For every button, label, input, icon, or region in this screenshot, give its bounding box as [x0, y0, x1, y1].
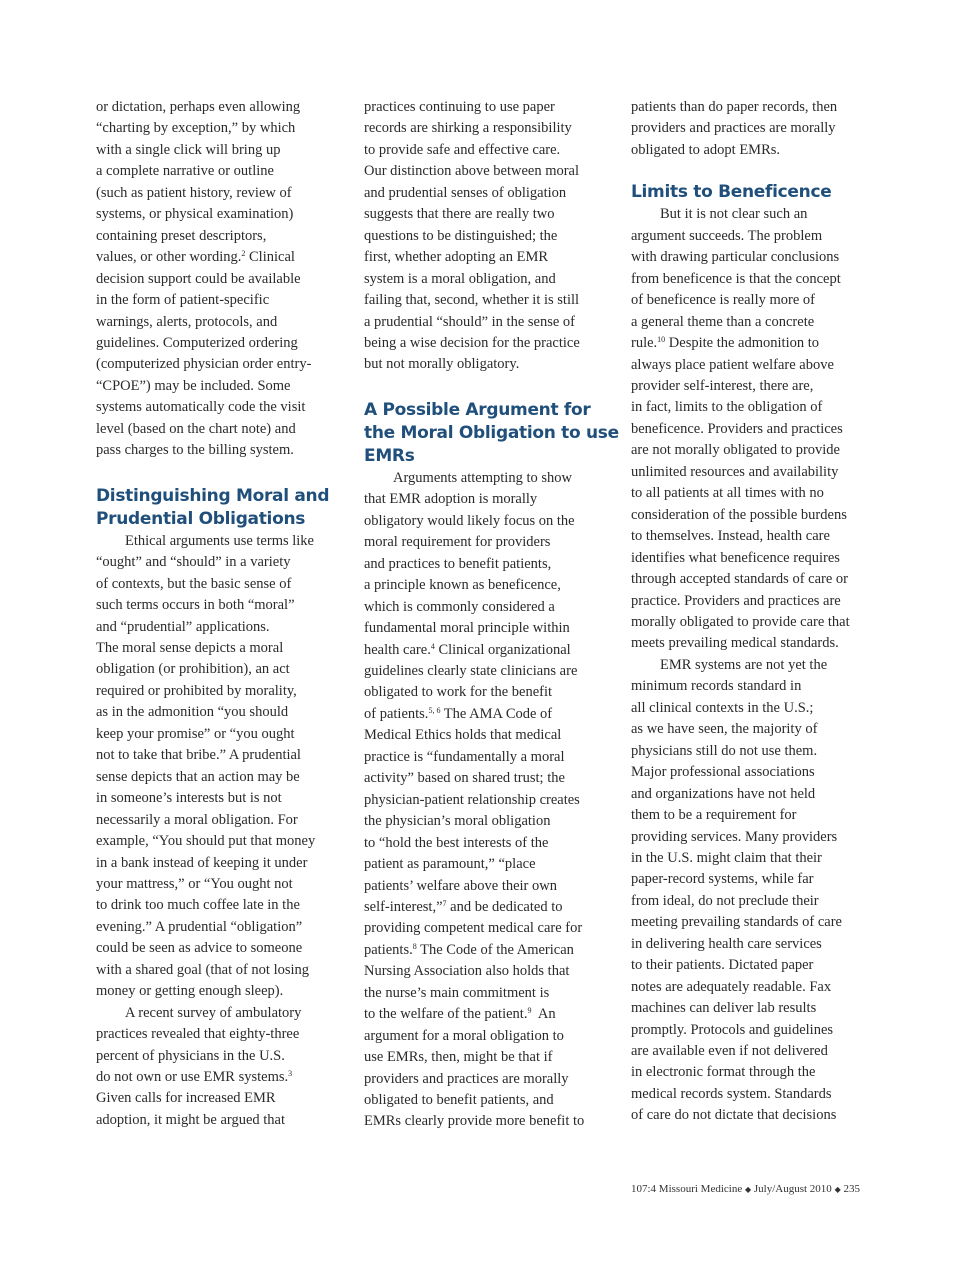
article-column-3	[631, 97, 883, 1127]
section-heading: Distinguishing Moral and	[96, 485, 330, 506]
text-line: systems, or physical examination)	[96, 206, 294, 223]
text-fragment: Clinical organizational	[434, 641, 571, 658]
text-line: argument for a moral obligation to	[364, 1027, 564, 1044]
text-line: (computerized physician order entry-	[96, 356, 312, 373]
text-line	[364, 640, 616, 661]
text-line: notes are adequately readable. Fax	[631, 978, 832, 995]
text-line: The moral sense depicts a moral	[96, 639, 284, 656]
text-line: are not morally obligated to provide	[631, 442, 840, 459]
text-fragment: do not own or use EMR systems.	[96, 1069, 289, 1086]
text-line: of contexts, but the basic sense of	[96, 575, 292, 592]
reference-superscript: 8	[412, 941, 417, 951]
section-heading: A Possible Argument for	[364, 399, 591, 420]
text-line: in someone’s interests but is not	[96, 790, 282, 807]
text-fragment: and be dedicated to	[446, 898, 563, 915]
issue-date: July/August 2010	[753, 1183, 832, 1195]
text-line: consideration of the possible burdens	[631, 506, 847, 523]
text-line: always place patient welfare above	[631, 356, 834, 373]
text-line: as we have seen, the majority of	[631, 721, 818, 738]
text-line: “charting by exception,” by which	[96, 120, 296, 137]
text-line: physician-patient relationship creates	[364, 791, 580, 808]
section-heading: the Moral Obligation to use	[364, 422, 619, 443]
text-line: all clinical contexts in the U.S.;	[631, 699, 814, 716]
text-line: suggests that there are really two	[364, 206, 555, 223]
text-line: necessarily a moral obligation. For	[96, 811, 298, 828]
text-line: as in the admonition “you should	[96, 704, 289, 721]
text-fragment: rule.	[631, 335, 658, 352]
text-line: a prudential “should” in the sense of	[364, 313, 575, 330]
text-fragment: The AMA Code of	[440, 705, 553, 722]
text-line: the nurse’s main commitment is	[364, 984, 550, 1001]
text-line: machines can deliver lab results	[631, 1000, 817, 1017]
text-line: meets prevailing medical standards.	[631, 635, 839, 652]
text-line: but not morally obligatory.	[364, 356, 520, 373]
text-line: keep your promise” or “you ought	[96, 725, 295, 742]
text-line: unlimited resources and availability	[631, 463, 839, 480]
text-line: obligated to work for the benefit	[364, 684, 553, 701]
text-line: through accepted standards of care or	[631, 571, 848, 588]
text-line: evening.” A prudential “obligation”	[96, 918, 303, 935]
text-fragment: to the welfare of the patient.	[364, 1006, 528, 1023]
text-line: questions to be distinguished; the	[364, 227, 558, 244]
text-line: money or getting enough sleep).	[96, 983, 284, 1000]
text-line: practice is “fundamentally a moral	[364, 748, 565, 765]
text-line: beneficence. Providers and practices	[631, 420, 843, 437]
text-line: practice. Providers and practices are	[631, 592, 841, 609]
text-line	[631, 333, 883, 354]
text-line: patients’ welfare above their own	[364, 877, 557, 894]
text-line: obligation (or prohibition), an act	[96, 661, 290, 678]
text-line: providing competent medical care for	[364, 920, 583, 937]
text-line: patients than do paper records, then	[631, 99, 838, 115]
text-line: and organizations have not held	[631, 785, 816, 802]
text-fragment: Clinical	[245, 249, 295, 266]
text-line: in delivering health care services	[631, 935, 822, 952]
diamond-separator-icon: ◆	[834, 1185, 841, 1194]
page-footer	[631, 1183, 871, 1195]
reference-superscript: 4	[430, 641, 435, 651]
text-line: argument succeeds. The problem	[631, 227, 823, 244]
text-line: being a wise decision for the practice	[364, 334, 580, 351]
text-line: minimum records standard in	[631, 678, 802, 695]
reference-superscript: 5, 6	[428, 705, 441, 715]
text-line: first, whether adopting an EMR	[364, 249, 549, 266]
text-line: are available even if not delivered	[631, 1043, 828, 1060]
text-line: with a shared goal (that of not losing	[96, 961, 310, 978]
text-line: promptly. Protocols and guidelines	[631, 1021, 834, 1038]
text-line	[96, 1067, 346, 1088]
text-line: practices revealed that eighty-three	[96, 1026, 300, 1043]
text-line: required or prohibited by morality,	[96, 682, 297, 699]
text-line: in the form of patient-specific	[96, 292, 270, 309]
text-fragment: of patients.	[364, 705, 429, 722]
text-fragment: patients.	[364, 941, 413, 958]
text-line: EMR systems are not yet the	[660, 656, 828, 673]
text-fragment: self-interest,”	[364, 898, 443, 915]
text-line: to “hold the best interests of the	[364, 834, 549, 851]
text-line: of beneficence is really more of	[631, 292, 815, 309]
text-line: obligated to adopt EMRs.	[631, 141, 781, 158]
text-line: adoption, it might be argued that	[96, 1111, 286, 1128]
text-line	[96, 247, 346, 268]
section-heading: Limits to Beneficence	[631, 182, 832, 203]
text-line: in fact, limits to the obligation of	[631, 399, 823, 416]
text-line: morally obligated to provide care that	[631, 613, 850, 630]
text-line: Our distinction above between moral	[364, 163, 580, 180]
text-line: A recent survey of ambulatory	[125, 1004, 302, 1021]
diamond-separator-icon: ◆	[744, 1185, 752, 1194]
text-line	[364, 897, 616, 918]
text-line: percent of physicians in the U.S.	[96, 1047, 285, 1064]
text-line: a complete narrative or outline	[96, 163, 274, 180]
journal-issue: 107:4 Missouri Medicine	[631, 1183, 743, 1195]
text-line: to themselves. Instead, health care	[631, 528, 830, 545]
text-line: practices continuing to use paper	[364, 99, 555, 115]
text-line: decision support could be available	[96, 270, 301, 287]
text-line: failing that, second, whether it is still	[364, 292, 580, 309]
text-line: medical records system. Standards	[631, 1085, 832, 1102]
text-line: to provide safe and effective care.	[364, 141, 561, 158]
text-line: guidelines clearly state clinicians are	[364, 662, 578, 679]
text-line: and practices to benefit patients,	[364, 555, 552, 572]
text-fragment: Despite the admonition to	[665, 335, 820, 352]
text-line	[364, 1004, 616, 1025]
text-line: “ought” and “should” in a variety	[96, 554, 291, 571]
text-line: obligated to benefit patients, and	[364, 1092, 554, 1109]
text-line: Given calls for increased EMR	[96, 1090, 276, 1107]
text-line: providers and practices are morally	[364, 1070, 569, 1087]
text-line: sense depicts that an action may be	[96, 768, 300, 785]
text-fragment: health care.	[364, 641, 431, 658]
text-line: EMRs clearly provide more benefit to	[364, 1113, 585, 1130]
text-line: records are shirking a responsibility	[364, 120, 572, 137]
reference-superscript: 2	[241, 249, 246, 259]
text-line: Arguments attempting to show	[393, 469, 572, 486]
text-line: your mattress,” or “You ought not	[96, 875, 293, 892]
text-line: level (based on the chart note) and	[96, 420, 296, 437]
text-line: “CPOE”) may be included. Some	[96, 377, 291, 394]
text-line: which is commonly considered a	[364, 598, 555, 615]
text-line: patient as paramount,” “place	[364, 856, 536, 873]
text-line: a general theme than a concrete	[631, 313, 815, 330]
text-line: a principle known as beneficence,	[364, 577, 561, 594]
text-line: the physician’s moral obligation	[364, 813, 551, 830]
text-fragment: An	[531, 1006, 556, 1023]
text-line: such terms occurs in both “moral”	[96, 597, 295, 614]
text-line: from ideal, do not preclude their	[631, 892, 819, 909]
text-line: with a single click will bring up	[96, 141, 281, 158]
text-line: paper-record systems, while far	[631, 871, 814, 888]
text-line: containing preset descriptors,	[96, 227, 267, 244]
text-line: example, “You should put that money	[96, 833, 316, 850]
text-line: pass charges to the billing system.	[96, 442, 294, 459]
text-line: obligatory would likely focus on the	[364, 512, 575, 529]
text-line: to their patients. Dictated paper	[631, 957, 814, 974]
text-line: physicians still do not use them.	[631, 742, 818, 759]
text-fragment: values, or other wording.	[96, 249, 242, 266]
text-fragment: The Code of the American	[416, 941, 574, 958]
reference-superscript: 10	[657, 335, 666, 345]
reference-superscript: 3	[288, 1069, 293, 1079]
text-line: Nursing Association also holds that	[364, 963, 570, 980]
text-line: with drawing particular conclusions	[631, 249, 840, 266]
text-line: use EMRs, then, might be that if	[364, 1049, 553, 1066]
text-line: in a bank instead of keeping it under	[96, 854, 308, 871]
reference-superscript: 7	[442, 898, 447, 908]
text-line: activity” based on shared trust; the	[364, 770, 565, 787]
text-line: that EMR adoption is morally	[364, 491, 538, 508]
text-line: not to take that bribe.” A prudential	[96, 747, 301, 764]
text-line: of care do not dictate that decisions	[631, 1107, 837, 1124]
text-line: or dictation, perhaps even allowing	[96, 99, 301, 115]
text-line: in electronic format through the	[631, 1064, 816, 1081]
text-line	[364, 940, 616, 961]
reference-superscript: 9	[527, 1006, 532, 1016]
text-line: Major professional associations	[631, 764, 815, 781]
text-line: meeting prevailing standards of care	[631, 914, 842, 931]
text-line: systems automatically code the visit	[96, 399, 306, 416]
text-line	[364, 704, 616, 725]
text-line: providing services. Many providers	[631, 828, 838, 845]
text-line: Ethical arguments use terms like	[125, 532, 314, 549]
section-heading: EMRs	[364, 445, 415, 466]
text-line: system is a moral obligation, and	[364, 270, 556, 287]
page-number: 235	[843, 1183, 860, 1195]
text-line: (such as patient history, review of	[96, 184, 292, 201]
text-line: identifies what beneficence requires	[631, 549, 840, 566]
text-line: and prudential senses of obligation	[364, 184, 567, 201]
text-line: providers and practices are morally	[631, 120, 836, 137]
text-line: Medical Ethics holds that medical	[364, 727, 562, 744]
text-line: provider self-interest, there are,	[631, 377, 814, 394]
text-line: and “prudential” applications.	[96, 618, 270, 635]
text-line: moral requirement for providers	[364, 534, 551, 551]
article-column-2	[364, 97, 619, 1133]
article-column-1	[96, 97, 346, 1131]
text-line: fundamental moral principle within	[364, 620, 570, 637]
text-line: warnings, alerts, protocols, and	[96, 313, 278, 330]
text-line: guidelines. Computerized ordering	[96, 334, 298, 351]
text-line: them to be a requirement for	[631, 807, 797, 824]
text-line: But it is not clear such an	[660, 206, 808, 223]
text-line: in the U.S. might claim that their	[631, 849, 822, 866]
text-line: to all patients at all times with no	[631, 485, 824, 502]
text-line: from beneficence is that the concept	[631, 270, 841, 287]
text-line: could be seen as advice to someone	[96, 940, 303, 957]
text-line: to drink too much coffee late in the	[96, 897, 300, 914]
section-heading: Prudential Obligations	[96, 508, 306, 529]
